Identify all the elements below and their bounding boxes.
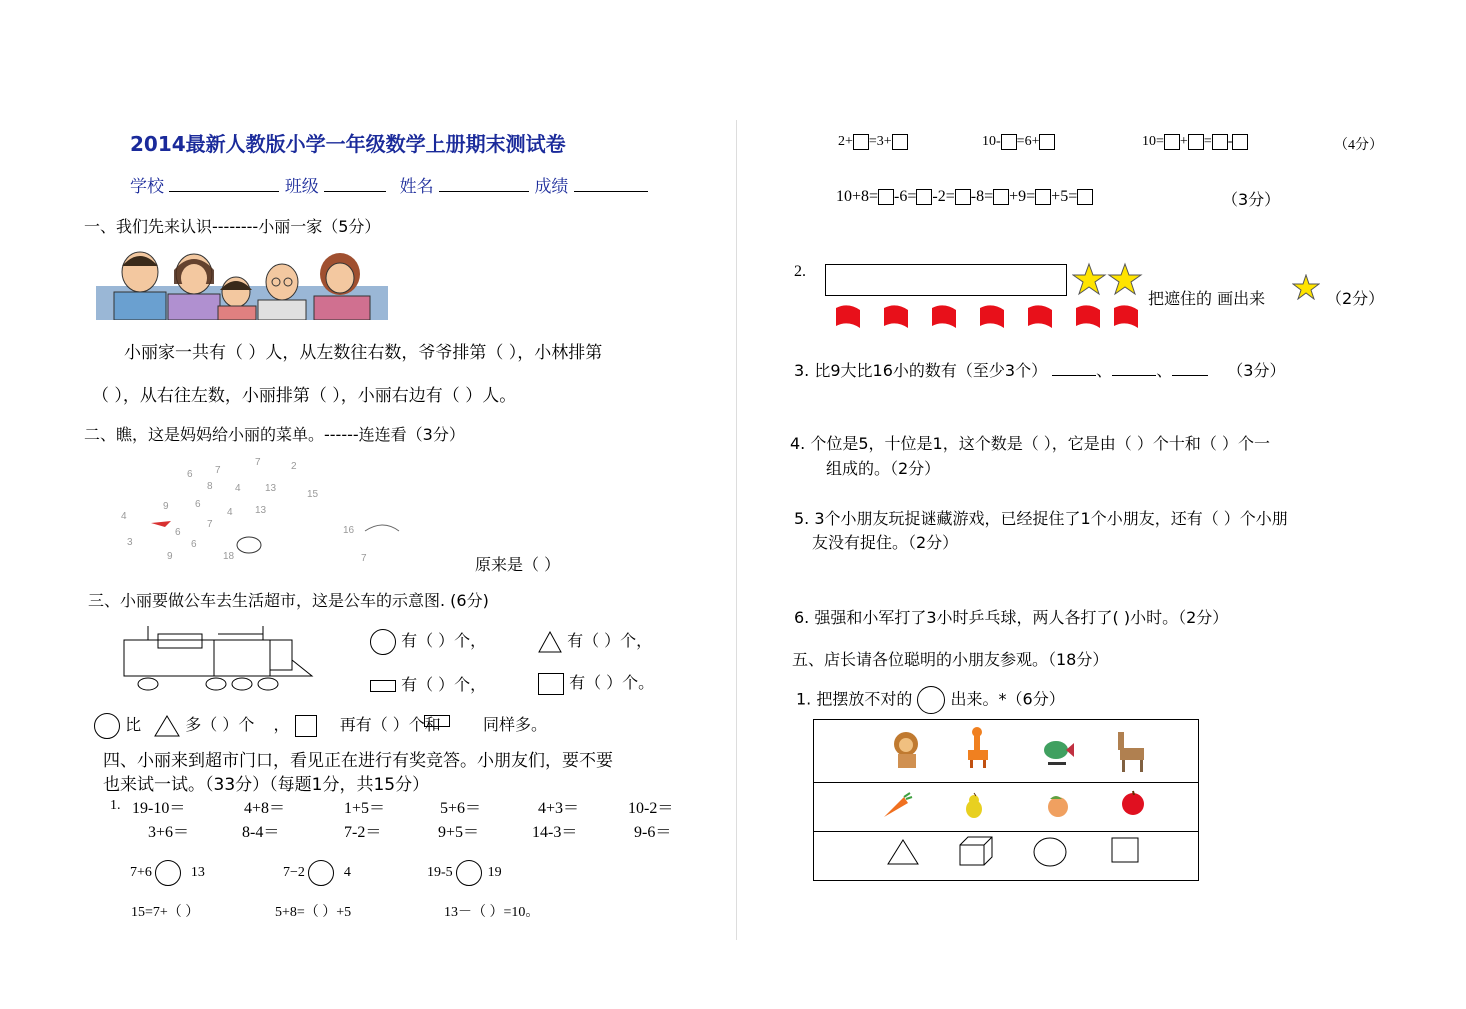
name-blank (439, 176, 529, 192)
compare-zaiyou-text: 再有（ ）个和 (339, 715, 441, 734)
compare-bi-text: 比 (125, 715, 142, 734)
compare-circle-input[interactable] (308, 860, 334, 886)
count-rect-text: 有（ ）个， (401, 675, 487, 694)
school-blank (169, 176, 279, 192)
q3-blank-2[interactable] (1112, 360, 1156, 376)
fill-q3: 13－（ ）=10。 (444, 905, 540, 920)
svg-text:2: 2 (291, 461, 297, 472)
q3-line: 3. 比9大比16小的数有（至少3个） 、 、 （3分） (794, 361, 1286, 380)
section3-heading: 三、小丽要做公车去生活超市，这是公车的示意图. (6分) (88, 591, 489, 610)
star-icon (1292, 274, 1320, 300)
s4-q1-number: 1. (110, 798, 121, 813)
name-label: 姓名 (399, 177, 434, 197)
svg-text:7: 7 (215, 465, 221, 476)
triangle-shape-icon (538, 631, 562, 653)
compare-tong-text: 同样多。 (482, 715, 547, 734)
equation-1a: 2+ =3+ (838, 134, 908, 150)
rectangle-shape-icon (370, 680, 396, 692)
answer-box[interactable] (1188, 134, 1204, 150)
q5-line2: 友没有捉住。（2分） (812, 533, 959, 552)
arith-r2c6: 9-6＝ (634, 824, 672, 841)
section1-line2: （ ），从右往左数，小丽排第（ ），小丽右边有（ ）人。 (92, 386, 517, 406)
svg-text:4: 4 (235, 483, 241, 494)
svg-text:18: 18 (223, 551, 235, 562)
fill-q1: 15=7+（ ） (131, 905, 200, 920)
square-shape-icon (295, 715, 317, 737)
school-label: 学校 (130, 177, 164, 197)
arith-r2c4: 9+5＝ (438, 824, 480, 841)
answer-box[interactable] (1001, 134, 1017, 150)
answer-box[interactable] (878, 189, 894, 205)
flag-icon (836, 305, 860, 328)
animals-row (814, 720, 1198, 782)
bus-wheel-1 (138, 678, 158, 690)
q2-text: 把遮住的 画出来 (1148, 289, 1266, 308)
fill-q2: 5+8=（ ）+5 (275, 905, 352, 920)
arith-r1c2: 4+8＝ (244, 800, 286, 817)
answer-box[interactable] (1232, 134, 1248, 150)
arith-r2c5: 14-3＝ (532, 824, 578, 841)
equation-1b: 10- =6+ (982, 134, 1055, 150)
food-row (814, 783, 1198, 831)
arith-r2c3: 7-2＝ (344, 824, 382, 841)
section1-heading: 一、我们先来认识--------小丽一家（5分） (84, 217, 381, 236)
bus-wheel-2 (206, 678, 226, 690)
svg-text:4: 4 (121, 511, 127, 522)
s5-q1-line: 1. 把摆放不对的 出来。*（6分） (796, 686, 1065, 714)
compare-circle-input[interactable] (456, 860, 482, 886)
answer-box[interactable] (1039, 134, 1055, 150)
q4-line1: 4. 个位是5，十位是1，这个数是（ ），它是由（ ）个十和（ ）个一 (790, 434, 1270, 453)
svg-text:6: 6 (187, 469, 193, 480)
q5-line1: 5. 3个小朋友玩捉谜藏游戏，已经捉住了1个小朋友，还有（ ）个小朋 (794, 509, 1288, 528)
flag-icon (980, 305, 1004, 328)
compare-duo-text: 多（ ）个 (185, 715, 255, 734)
flag-icon (932, 305, 956, 328)
page-title: 2014最新人教版小学一年级数学上册期末测试卷 (130, 132, 566, 156)
q3-blank-3[interactable] (1172, 360, 1208, 376)
svg-text:6: 6 (175, 527, 181, 538)
bus-rear-car (214, 640, 270, 676)
svg-text:3: 3 (127, 537, 133, 548)
circle-shape-icon (94, 713, 120, 739)
count-circle-row (370, 628, 486, 655)
bus-front-car (124, 640, 214, 676)
svg-text:6: 6 (191, 539, 197, 550)
lion-icon[interactable] (894, 732, 918, 768)
count-square-text: 有（ ）个。 (569, 673, 655, 692)
count-circle-text: 有（ ）个， (401, 631, 487, 650)
star-icon (1109, 264, 1141, 294)
count-triangle-text: 有（ ）个， (567, 631, 653, 650)
bus-wheel-4 (258, 678, 278, 690)
triangle-shape-icon[interactable] (888, 840, 918, 864)
score-label: 成绩 (534, 177, 569, 197)
chain-equation: 10+8= -6= -2= -8= +9= +5= (836, 188, 1093, 206)
svg-text:13: 13 (255, 505, 267, 516)
star-pair (1072, 262, 1144, 300)
apple-icon[interactable] (1122, 791, 1144, 815)
answer-box[interactable] (955, 189, 971, 205)
arith-r1c4: 5+6＝ (440, 800, 482, 817)
section2-answer: 原来是（ ） (475, 555, 561, 574)
q2-score: （2分） (1326, 289, 1385, 308)
family-illustration (96, 250, 388, 320)
compare-q3: 19-5 19 (427, 860, 502, 886)
pear-icon[interactable] (966, 793, 982, 818)
rectangle-shape-icon (424, 715, 450, 727)
arith-r2c1: 3+6＝ (148, 824, 190, 841)
arith-r1c1: 19-10＝ (132, 800, 186, 817)
answer-box[interactable] (1164, 134, 1180, 150)
star-icon (1073, 264, 1105, 294)
answer-box[interactable] (1077, 189, 1093, 205)
answer-box[interactable] (892, 134, 908, 150)
section5-heading: 五、店长请各位聪明的小朋友参观。（18分） (792, 650, 1109, 669)
svg-text:4: 4 (227, 507, 233, 518)
arith-r1c5: 4+3＝ (538, 800, 580, 817)
class-label: 班级 (284, 177, 319, 197)
triangle-shape-icon (154, 715, 180, 737)
square-shape-icon (538, 673, 564, 695)
count-rect-row (370, 672, 486, 695)
giraffe-icon[interactable] (968, 727, 988, 768)
class-blank (324, 176, 386, 192)
circle-shape-icon[interactable] (1034, 838, 1066, 866)
svg-text:9: 9 (167, 551, 173, 562)
section2-heading: 二、瞧，这是妈妈给小丽的菜单。------连连看（3分） (84, 425, 465, 444)
connect-dots-puzzle (115, 455, 415, 567)
shapes-row (814, 832, 1198, 880)
count-triangle-row (538, 628, 652, 653)
answer-box[interactable] (993, 189, 1009, 205)
square-shape-icon[interactable] (1112, 838, 1138, 862)
bus-window (158, 634, 202, 648)
flag-icon (1028, 305, 1052, 328)
bus-tail (270, 640, 292, 670)
circle-shape-icon (370, 629, 396, 655)
flag-icon (884, 305, 908, 328)
cube-shape-icon[interactable] (960, 837, 992, 865)
section1-line1: 小丽家一共有（ ）人，从左数往右数，爷爷排第（ ），小林排第 (124, 343, 603, 363)
svg-text:8: 8 (207, 481, 213, 492)
score-blank (574, 176, 648, 192)
odd-one-out-table (813, 719, 1199, 881)
svg-text:7: 7 (207, 519, 213, 530)
section4-heading-line1: 四、小丽来到超市门口，看见正在进行有奖竞答。小朋友们，要不要 (103, 751, 613, 771)
carrot-icon[interactable] (884, 793, 912, 817)
compare-q1: 7+6 13 (130, 860, 205, 886)
section4-heading-line2: 也来试一试。（33分）（每题1分，共15分） (103, 775, 430, 795)
chain-score: （3分） (1222, 190, 1281, 209)
svg-text:7: 7 (255, 457, 261, 468)
answer-box[interactable] (853, 134, 869, 150)
svg-text:13: 13 (265, 483, 277, 494)
q6-line: 6. 强强和小军打了3小时乒乓球，两人各打了( )小时。（2分） (794, 608, 1229, 627)
header-fields (130, 172, 648, 197)
answer-box[interactable] (1212, 134, 1228, 150)
arith-r1c3: 1+5＝ (344, 800, 386, 817)
fish-icon[interactable] (1044, 741, 1074, 765)
q2-number: 2. (794, 263, 806, 280)
flag-row (834, 304, 1144, 330)
svg-text:6: 6 (195, 499, 201, 510)
svg-text:15: 15 (307, 489, 319, 500)
arith-r1c6: 10-2＝ (628, 800, 674, 817)
flag-icon (1114, 305, 1138, 328)
svg-text:16: 16 (343, 525, 355, 536)
answer-box[interactable] (1035, 189, 1051, 205)
compare-shapes-line (94, 712, 547, 739)
column-divider (736, 120, 737, 940)
horse-icon[interactable] (1118, 732, 1144, 772)
arith-r2c2: 8-4＝ (242, 824, 280, 841)
svg-text:9: 9 (163, 501, 169, 512)
answer-box[interactable] (916, 189, 932, 205)
equation-1-score: （4分） (1334, 138, 1383, 153)
q4-line2: 组成的。（2分） (826, 459, 941, 478)
covered-box (825, 264, 1067, 296)
equation-1c: 10= + = - (1142, 134, 1248, 150)
compare-comma: ， (273, 715, 290, 734)
flag-icon (1076, 305, 1100, 328)
bus-diagram (118, 620, 318, 695)
circle-shape-icon (917, 686, 945, 714)
q3-blank-1[interactable] (1052, 360, 1096, 376)
svg-text:7: 7 (361, 553, 367, 564)
compare-circle-input[interactable] (155, 860, 181, 886)
bus-wheel-3 (232, 678, 252, 690)
count-square-row (538, 670, 654, 695)
peach-icon[interactable] (1048, 796, 1068, 817)
compare-q2: 7−2 4 (283, 860, 351, 886)
